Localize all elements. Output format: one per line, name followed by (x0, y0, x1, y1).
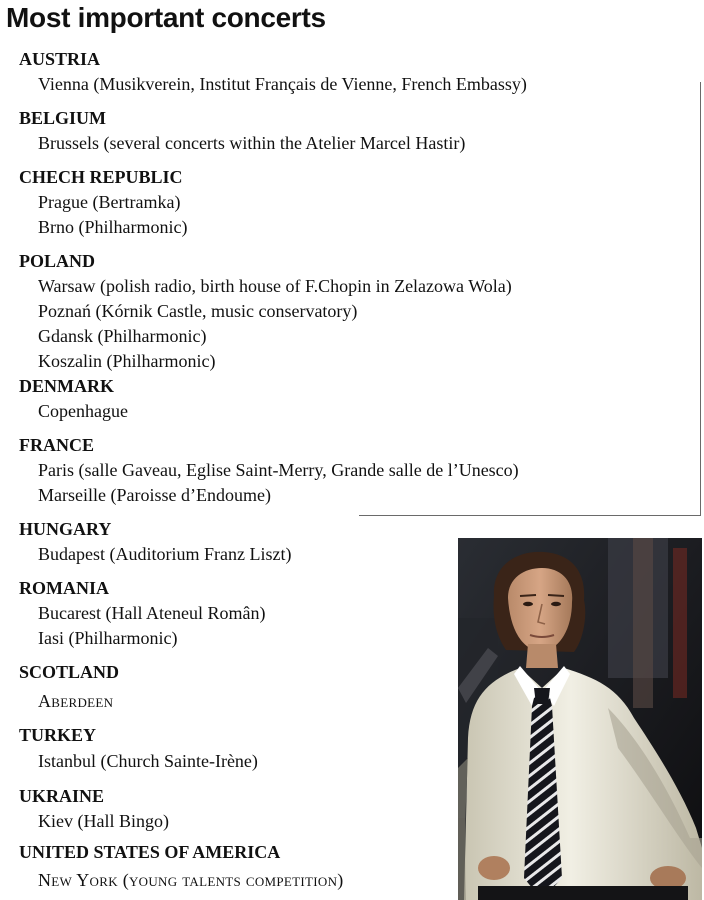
page-title: Most important concerts (6, 2, 326, 33)
city-entry: Paris (salle Gaveau, Eglise Saint-Merry, Grande salle de l’Unesco) (38, 460, 519, 480)
city-entry: New York (young talents competition) (38, 870, 344, 890)
city-entry: Brussels (several concerts within the Atelier Marcel Hastir) (38, 133, 466, 153)
vertical-rule (700, 82, 701, 516)
country-heading-austria: AUSTRIA (19, 49, 101, 69)
city-entry: Prague (Bertramka) (38, 192, 181, 212)
country-heading-ukraine: UKRAINE (19, 786, 105, 806)
city-entry: Istanbul (Church Sainte-Irène) (38, 751, 258, 771)
city-entry: Aberdeen (38, 691, 114, 711)
country-heading-hungary: HUNGARY (19, 519, 112, 539)
country-heading-denmark: DENMARK (19, 376, 114, 396)
city-entry: Iasi (Philharmonic) (38, 628, 178, 648)
city-entry: Bucarest (Hall Ateneul Român) (38, 603, 266, 623)
city-entry: Brno (Philharmonic) (38, 217, 188, 237)
country-heading-usa: UNITED STATES OF AMERICA (19, 842, 281, 862)
city-entry: Vienna (Musikverein, Institut Français de Vienne, French Embassy) (38, 74, 527, 94)
city-entry: Copenhague (38, 401, 128, 421)
city-entry: Koszalin (Philharmonic) (38, 351, 216, 371)
portrait-photo (458, 538, 702, 900)
country-heading-scotland: SCOTLAND (19, 662, 120, 682)
country-heading-romania: ROMANIA (19, 578, 109, 598)
city-entry: Marseille (Paroisse d’Endoume) (38, 485, 271, 505)
city-entry: Warsaw (polish radio, birth house of F.Chopin in Zelazowa Wola) (38, 276, 512, 296)
country-heading-poland: POLAND (19, 251, 95, 271)
horizontal-rule (359, 515, 701, 516)
city-entry: Gdansk (Philharmonic) (38, 326, 207, 346)
city-entry: Budapest (Auditorium Franz Liszt) (38, 544, 292, 564)
country-heading-czech-republic: CHECH REPUBLIC (19, 167, 183, 187)
country-heading-turkey: TURKEY (19, 725, 97, 745)
country-heading-france: FRANCE (19, 435, 94, 455)
city-entry: Kiev (Hall Bingo) (38, 811, 169, 831)
country-heading-belgium: BELGIUM (19, 108, 107, 128)
city-entry: Poznań (Kórnik Castle, music conservatory) (38, 301, 358, 321)
